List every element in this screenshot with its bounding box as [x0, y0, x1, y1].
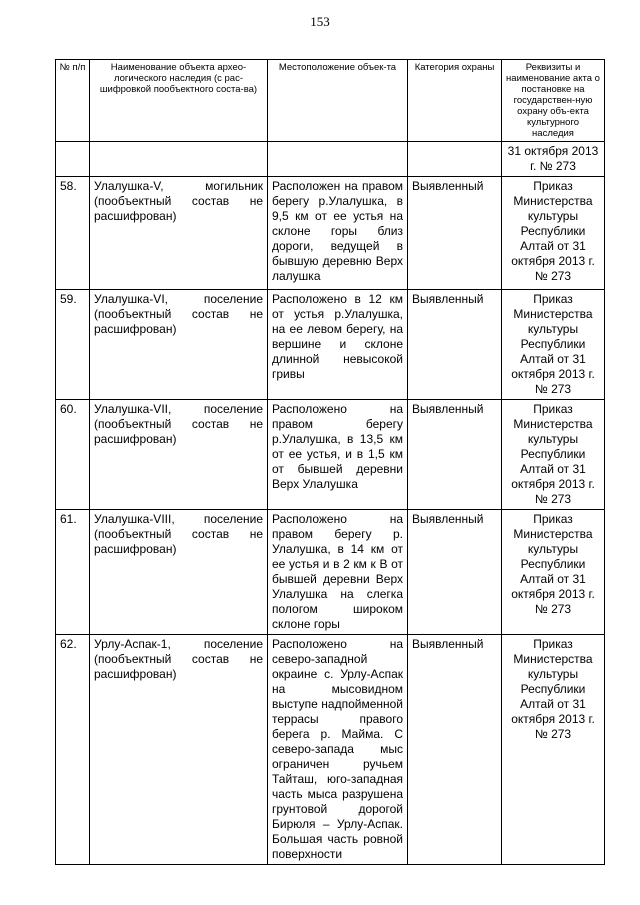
cell-requisites: Приказ Министерства культуры Республики Алтай от 31 октября 2013 г. № 273: [502, 290, 605, 400]
table-row: [56, 177, 605, 290]
cell-category: Выявленный: [408, 635, 502, 865]
cell-location: Расположено в 12 км от устья р.Улалушка, на ее левом берегу, на вершине и склоне длинной невысокой гривы: [268, 290, 408, 400]
header-name: Наименование объекта архео-логического наследия (с рас-шифровкой пообъектного соста-ва): [90, 60, 268, 142]
cell-name: Урлу-Аспак-1, поселение (пообъектный состав не расшифрован): [90, 635, 268, 865]
cell-num: 61.: [56, 510, 90, 635]
table-row: [56, 635, 605, 865]
cell-num: 62.: [56, 635, 90, 865]
table-row: [56, 290, 605, 400]
continuation-row: [56, 142, 605, 177]
table-row: [56, 510, 605, 635]
header-requisites: Реквизиты и наименование акта о постановке на государствен-ную охрану объ-екта культурного наследия: [502, 60, 605, 142]
cont-cell-requisites: 31 октября 2013 г. № 273: [502, 142, 605, 177]
cell-num: 59.: [56, 290, 90, 400]
cell-location: Расположено на правом берегу р. Улалушка, в 14 км от ее устья и в 2 км к В от бывшей деревни Верх Улалушка на слегка пологом широком склоне горы: [268, 510, 408, 635]
cell-requisites: Приказ Министерства культуры Республики Алтай от 31 октября 2013 г. № 273: [502, 510, 605, 635]
heritage-objects-table: [55, 59, 605, 865]
cell-requisites: Приказ Министерства культуры Республики Алтай от 31 октября 2013 г. № 273: [502, 177, 605, 290]
page-number: 153: [310, 14, 330, 29]
cell-location: Расположено на северо-западной окраине с. Урлу-Аспак на мысовидном выступе надпойменной террасы правого берега р. Майма. С северо-запада мыс ограничен ручьем Тайташ, юго-западная часть мыса разрушена грунтовой дорогой Бирюля – Урлу-Аспак. Большая часть ровной поверхности: [268, 635, 408, 865]
cell-category: Выявленный: [408, 510, 502, 635]
cell-num: 60.: [56, 400, 90, 510]
cell-name: Улалушка-VII, поселение (пообъектный состав не расшифрован): [90, 400, 268, 510]
cell-location: Расположен на правом берегу р.Улалушка, в 9,5 км от ее устья на склоне горы близ дороги, ведущей в бывшую деревню Верх лалушка: [268, 177, 408, 290]
cont-cell-location: [268, 142, 408, 177]
cell-name: Улалушка-VI, поселение (пообъектный состав не расшифрован): [90, 290, 268, 400]
cell-category: Выявленный: [408, 290, 502, 400]
table-row: [56, 400, 605, 510]
cell-requisites: Приказ Министерства культуры Республики Алтай от 31 октября 2013 г. № 273: [502, 635, 605, 865]
cell-name: Улалушка-VIII, поселение (пообъектный состав не расшифрован): [90, 510, 268, 635]
cell-category: Выявленный: [408, 177, 502, 290]
cell-requisites: Приказ Министерства культуры Республики Алтай от 31 октября 2013 г. № 273: [502, 400, 605, 510]
cell-category: Выявленный: [408, 400, 502, 510]
cont-cell-num: [56, 142, 90, 177]
cell-num: 58.: [56, 177, 90, 290]
header-category: Категория охраны: [408, 60, 502, 142]
cell-name: Улалушка-V, могильник (пообъектный состав не расшифрован): [90, 177, 268, 290]
cell-location: Расположено на правом берегу р.Улалушка, в 13,5 км от ее устья, и в 1,5 км от бывшей деревни Верх Улалушка: [268, 400, 408, 510]
header-num: № п/п: [56, 60, 90, 142]
cont-cell-category: [408, 142, 502, 177]
table-header-row: [56, 60, 605, 142]
header-location: Местоположение объек-та: [268, 60, 408, 142]
cont-cell-name: [90, 142, 268, 177]
